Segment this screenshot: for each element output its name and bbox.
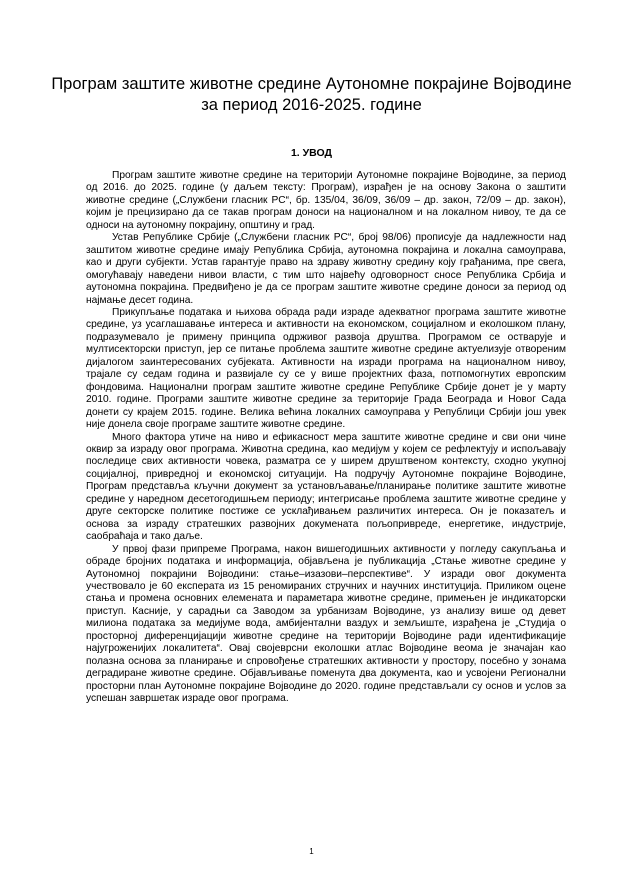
paragraph: Устав Републике Србије („Службени гласник РС“, број 98/06) прописује да надлежности над заштитом животне средине имају Република Србија, аутономна покрајина и локална самоуправа, као и други субјекти. Устав гарантује право на здраву животну средину коју грађанима, пре свега, омогућавају наведени нивои власти, с тим што највећу одговорност сносе Република Србија и аутономна покрајина. Предвиђено је да се програм заштите животне средине доноси за период од најмање десет година. bbox=[86, 232, 566, 306]
paragraph: У првој фази припреме Програма, након вишегодишњих активности у погледу сакупљања и обраде бројних података и информација, објављена је публикација „Стање животне средине у Аутономној покрајини Војводини: стање–изазови–перспективе“. У изради овог документа учествовало је 60 експерата из 15 реномираних стручних и научних институција. Приликом оцене стања и промена основних елемената и параметара животне средине, примењен је индикаторски приступ. Касније, у сарадњи са Заводом за урбанизам Војводине, уз анализу више од девет милиона података за медијуме вода, амбијентални ваздух и земљиште, израђена је „Студија о просторној диференцијацији животне средине на територији Војводине ради идентификације најугроженијих локалитета“. Овај својеврсни еколошки атлас Војводине веома је значајан као полазна основа за планирање и спровођење стратешких активности у простору, посебно у зонама деградиране животне средине. Објављивање поменута два документа, као и усвојени Регионални просторни план Аутономне покрајине Војводине до 2020. године представљали су основ и услов за успешан завршетак израде овог програма. bbox=[86, 543, 566, 705]
paragraph: Много фактора утиче на ниво и ефикасност мера заштите животне средине и сви они чине оквир за израду овог програма. Животна средина, као медијум у којем се рефлектују и испољавају последице свих активности човека, разматра се у ширем друштвеном контексту, сходно укупној социјалној, привредној и економској ситуацији. На подручју Аутономне покрајине Војводине, Програм представља кључни документ за установљавање/планирање политике заштите животне средине у наредном десетогодишњем периоду; интегрисање проблема заштите животне средине у друге секторске политике постиже се усклађивањем различитих интереса. Он је показатељ и основа за израду стратешких развојних докумената пољопривреде, енергетике, индустрије, саобраћаја и тако даље. bbox=[86, 431, 566, 543]
paragraph: Програм заштите животне средине на територији Аутономне покрајине Војводине, за период од 2016. до 2025. године (у даљем тексту: Програм), израђен је на основу Закона о заштити животне средине („Службени гласник РС“, бр. 135/04, 36/09, 36/09 – др. закон, 72/09 – др. закон), којим је прецизирано да се такав програм доноси на националном и на локалном нивоу, те да се односи на аутономну покрајину, општину и град. bbox=[86, 170, 566, 231]
title-line-2: за период 2016-2025. године bbox=[201, 96, 422, 114]
paragraph: Прикупљање података и њихова обрада ради израде адекватног програма заштите животне средине, уз усаглашавање интереса и активности на економском, социјалном и еколошком плану, подразумевало је примену принципа одрживог развоја друштва. Програмом се остварује и мултисекторски приступ, јер се питање проблема заштите животне средине актуелизује отвореним дијалогом заинтересованих субјеката. Активности на изради програма на националном нивоу, трајале су седам година и развијале су се у више пројектних фаза, потпомогнутих европским фондовима. Национални програм заштите животне средине Републике Србије донет је у марту 2010. године. Програми заштите животне средине за територије Града Београда и Новог Сада донети су крајем 2015. године. Велика већина локалних самоуправа у Републици Србији још увек није донела своје програме заштите животне средине. bbox=[86, 306, 566, 431]
body-text bbox=[86, 170, 566, 705]
document-title bbox=[40, 74, 583, 116]
page-number: 1 bbox=[309, 847, 314, 856]
section-heading: 1. УВОД bbox=[290, 147, 333, 159]
title-line-1: Програм заштите животне средине Аутономне покрајине Војводине bbox=[51, 75, 572, 93]
